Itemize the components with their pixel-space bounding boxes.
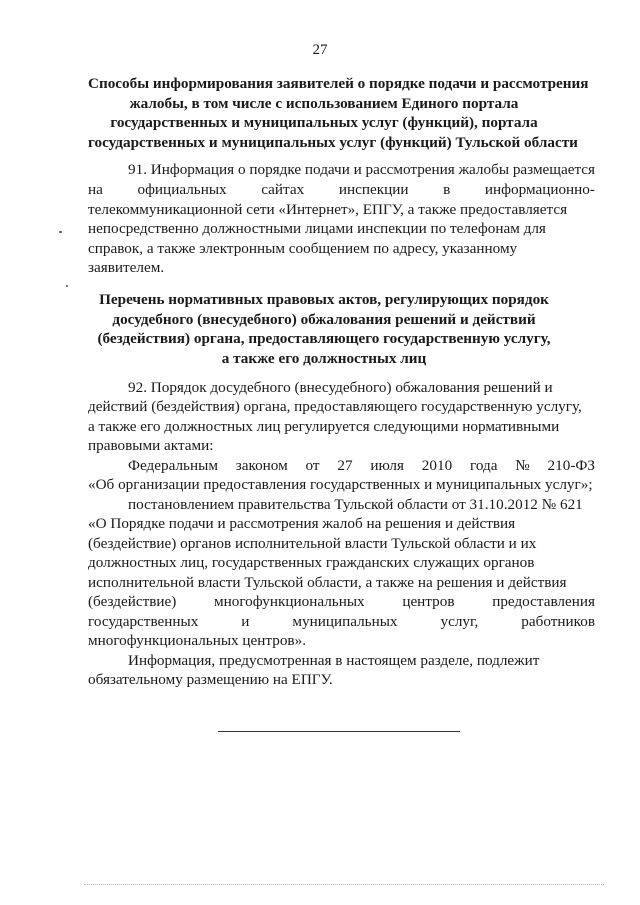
word: муниципальных: [292, 613, 398, 630]
word: работников: [521, 613, 595, 630]
word: многофункциональных: [214, 593, 365, 610]
paragraph-line: а также его должностных лиц регулируется следующими нормативными: [88, 418, 560, 435]
word: центров: [402, 593, 455, 610]
word: июля: [370, 457, 404, 474]
heading-line: Способы информирования заявителей о порядке подачи и рассмотрения: [88, 75, 589, 92]
word: государственных: [88, 613, 199, 630]
word: на: [88, 181, 103, 198]
paragraph-line: действий (бездействия) органа, предоставляющего государственную услугу,: [88, 398, 582, 415]
word: законом: [235, 457, 288, 474]
section-heading-complaint-info-methods: [88, 74, 589, 152]
paragraph-line: исполнительной власти Тульской области, а также на решения и действия: [88, 574, 567, 591]
word: 2010: [421, 457, 453, 474]
word: официальных: [137, 181, 227, 198]
paragraph-line: 91. Информация о порядке подачи и рассмотрения жалобы размещается: [128, 161, 596, 178]
heading-line: жалобы, в том числе с использованием Единого портала: [129, 94, 519, 112]
paragraph-line: правовыми актами:: [88, 437, 214, 454]
word: в: [443, 181, 451, 198]
paragraph-line: 92. Порядок досудебного (внесудебного) обжалования решений и: [128, 379, 553, 396]
paragraph-line: [88, 612, 595, 632]
paragraph-line: «О Порядке подачи и рассмотрения жалоб на решения и действия: [88, 515, 516, 532]
heading-line: государственных и муниципальных услуг (функций) Тульской области: [88, 133, 578, 151]
paragraph-line: [128, 456, 595, 476]
section-heading-regulatory-acts: [88, 290, 560, 368]
paragraph-line: телекоммуникационной сети «Интернет», ЕПГУ, а также предоставляется: [88, 201, 568, 218]
word: информационно-: [484, 181, 595, 198]
paragraph-line: «Об организации предоставления государственных и муниципальных услуг»;: [88, 476, 593, 493]
heading-line: досудебного (внесудебного) обжалования решений и действий: [112, 310, 536, 328]
word: №: [515, 457, 530, 474]
paragraph-line: [88, 180, 595, 200]
word: от: [305, 457, 320, 474]
scan-speck: [66, 285, 68, 287]
paragraph-line: многофункциональных центров».: [88, 632, 306, 649]
word: года: [469, 457, 498, 474]
word: Федеральным: [128, 457, 218, 474]
paragraph-line: обязательному размещению на ЕПГУ.: [88, 671, 333, 688]
word: и: [241, 613, 250, 630]
paragraph-line: [88, 592, 595, 612]
paragraph-line: заявителем.: [88, 259, 165, 276]
word: (бездействие): [88, 593, 177, 610]
paragraph-line: Информация, предусмотренная в настоящем разделе, подлежит: [128, 652, 540, 669]
heading-line: Перечень нормативных правовых актов, регулирующих порядок: [99, 291, 549, 308]
heading-line: а также его должностных лиц: [221, 349, 427, 367]
word: предоставления: [492, 593, 595, 610]
paragraph-line: должностных лиц, государственных гражданских служащих органов: [88, 554, 535, 571]
scan-edge-artifact: [84, 884, 604, 885]
page-number: 27: [312, 42, 328, 58]
word: 210-ФЗ: [547, 457, 595, 474]
word: инспекции: [338, 181, 409, 198]
paragraph-line: постановлением правительства Тульской области от 31.10.2012 № 621: [128, 496, 583, 513]
heading-line: (бездействия) органа, предоставляющего государственную услугу,: [97, 330, 551, 347]
end-of-section-rule: [218, 731, 460, 732]
heading-line: государственных и муниципальных услуг (функций), портала: [110, 114, 538, 131]
paragraph-line: непосредственно должностными лицами инспекции по телефонам для: [88, 220, 546, 237]
word: 27: [337, 457, 353, 474]
paragraph-line: (бездействие) органов исполнительной власти Тульской области и их: [88, 535, 537, 552]
paragraph-line: справок, а также электронным сообщением по адресу, указанному: [88, 240, 518, 257]
word: услуг,: [440, 613, 479, 630]
word: сайтах: [261, 181, 305, 198]
scan-speck: [59, 231, 62, 233]
